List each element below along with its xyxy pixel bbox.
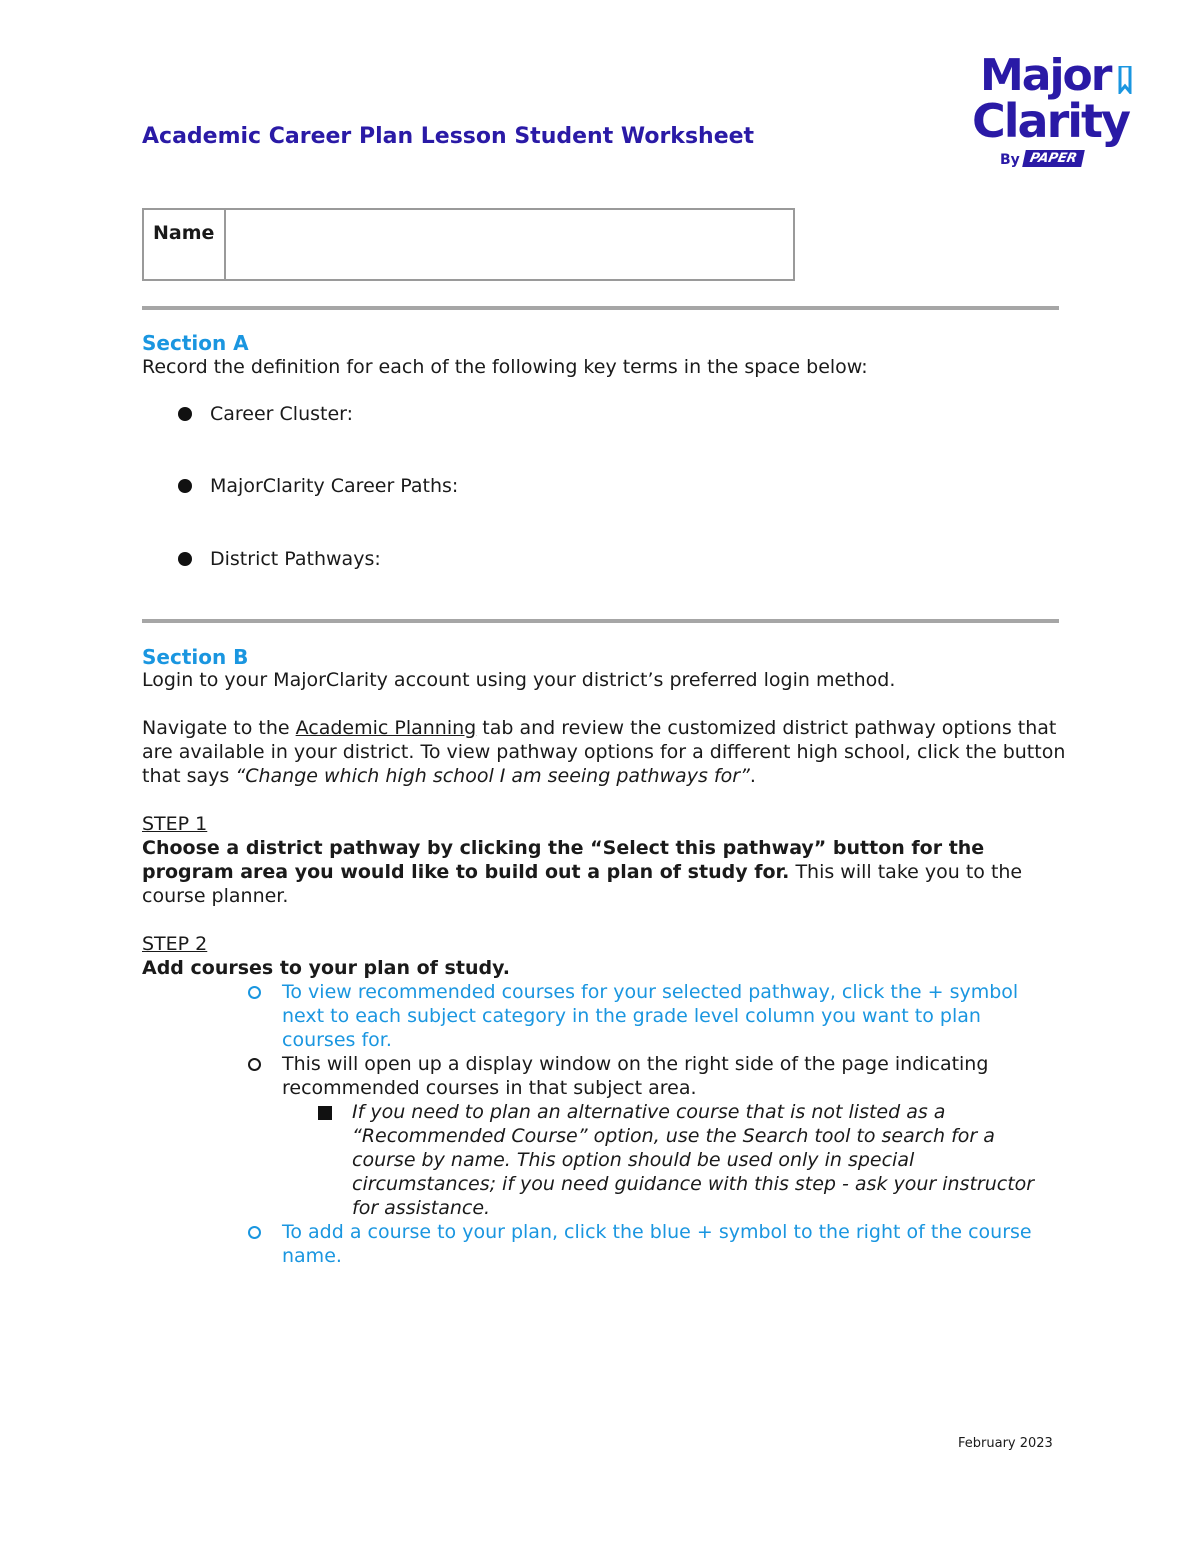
- hollow-circle-bullet-icon: [248, 1226, 261, 1239]
- name-field[interactable]: [226, 210, 793, 279]
- term-item: [178, 403, 353, 425]
- logo-clarity-text: Clarity: [972, 94, 1129, 148]
- divider-rule: [142, 306, 1059, 310]
- name-label: Name: [144, 210, 226, 279]
- list-item: [248, 1052, 1058, 1100]
- term-label: Career Cluster:: [210, 403, 354, 425]
- list-item: [318, 1100, 1058, 1220]
- square-bullet-icon: [318, 1106, 332, 1120]
- section-b-heading: Section B: [142, 645, 249, 669]
- bullet-icon: [178, 479, 192, 493]
- term-label: District Pathways:: [210, 548, 381, 570]
- divider-rule: [142, 619, 1059, 623]
- step2-heading: Add courses to your plan of study.: [142, 957, 510, 979]
- step2-item-text: This will open up a display window on the right side of the page indicating recommended courses in that subject area.: [282, 1053, 989, 1099]
- step2-item-text: To add a course to your plan, click the blue + symbol to the right of the course name.: [282, 1221, 1032, 1267]
- navigate-prefix: Navigate to the: [142, 717, 296, 739]
- worksheet-title: Academic Career Plan Lesson Student Worksheet: [142, 124, 755, 149]
- majorclarity-logo: [968, 52, 1138, 174]
- step2-item-text: If you need to plan an alternative course that is not listed as a “Recommended Course” option, use the Search tool to search for a course by name. This option should be used only in special circumstances; if you need guidance with this step - ask your instructor for assistance.: [352, 1101, 1035, 1219]
- name-table: [142, 208, 795, 281]
- step2-label: STEP 2: [142, 933, 208, 955]
- list-item: [248, 980, 1058, 1052]
- bullet-icon: [178, 407, 192, 421]
- step1-label: STEP 1: [142, 813, 208, 835]
- academic-planning-link[interactable]: Academic Planning: [295, 717, 477, 739]
- navigate-quote: “Change which high school I am seeing pathways for”: [235, 765, 750, 787]
- list-item: [248, 1220, 1058, 1268]
- footer-date: February 2023: [958, 1436, 1053, 1451]
- logo-major-text: Major: [980, 50, 1111, 101]
- section-b-navigate: [142, 716, 1067, 788]
- section-b-login: Login to your MajorClarity account using your district’s preferred login method.: [142, 669, 896, 691]
- section-a-heading: Section A: [142, 331, 249, 355]
- term-label: MajorClarity Career Paths:: [210, 475, 459, 497]
- step1-text: [142, 836, 1067, 908]
- navigate-mid: tab and review the customized district pathway options that are available in your district. To view pathway options for a different high school, click the button that says: [142, 717, 1066, 787]
- logo-paper-badge: PAPER: [1022, 150, 1084, 167]
- bookmark-flag-icon: [1118, 66, 1132, 94]
- logo-by-text: By: [1000, 152, 1020, 168]
- step1-normal-text: This will take you to the course planner.: [142, 861, 1023, 907]
- term-item: [178, 548, 381, 570]
- term-item: [178, 475, 458, 497]
- step2-item-text: To view recommended courses for your selected pathway, click the + symbol next to each subject category in the grade level column you want to plan courses for.: [282, 981, 1019, 1051]
- hollow-circle-bullet-icon: [248, 1058, 261, 1071]
- step1-bold-text: Choose a district pathway by clicking the “Select this pathway” button for the program area you would like to build out a plan of study for.: [142, 837, 985, 883]
- navigate-end: .: [749, 765, 756, 787]
- section-a-instruction: Record the definition for each of the following key terms in the space below:: [142, 356, 868, 378]
- bullet-icon: [178, 552, 192, 566]
- hollow-circle-bullet-icon: [248, 986, 261, 999]
